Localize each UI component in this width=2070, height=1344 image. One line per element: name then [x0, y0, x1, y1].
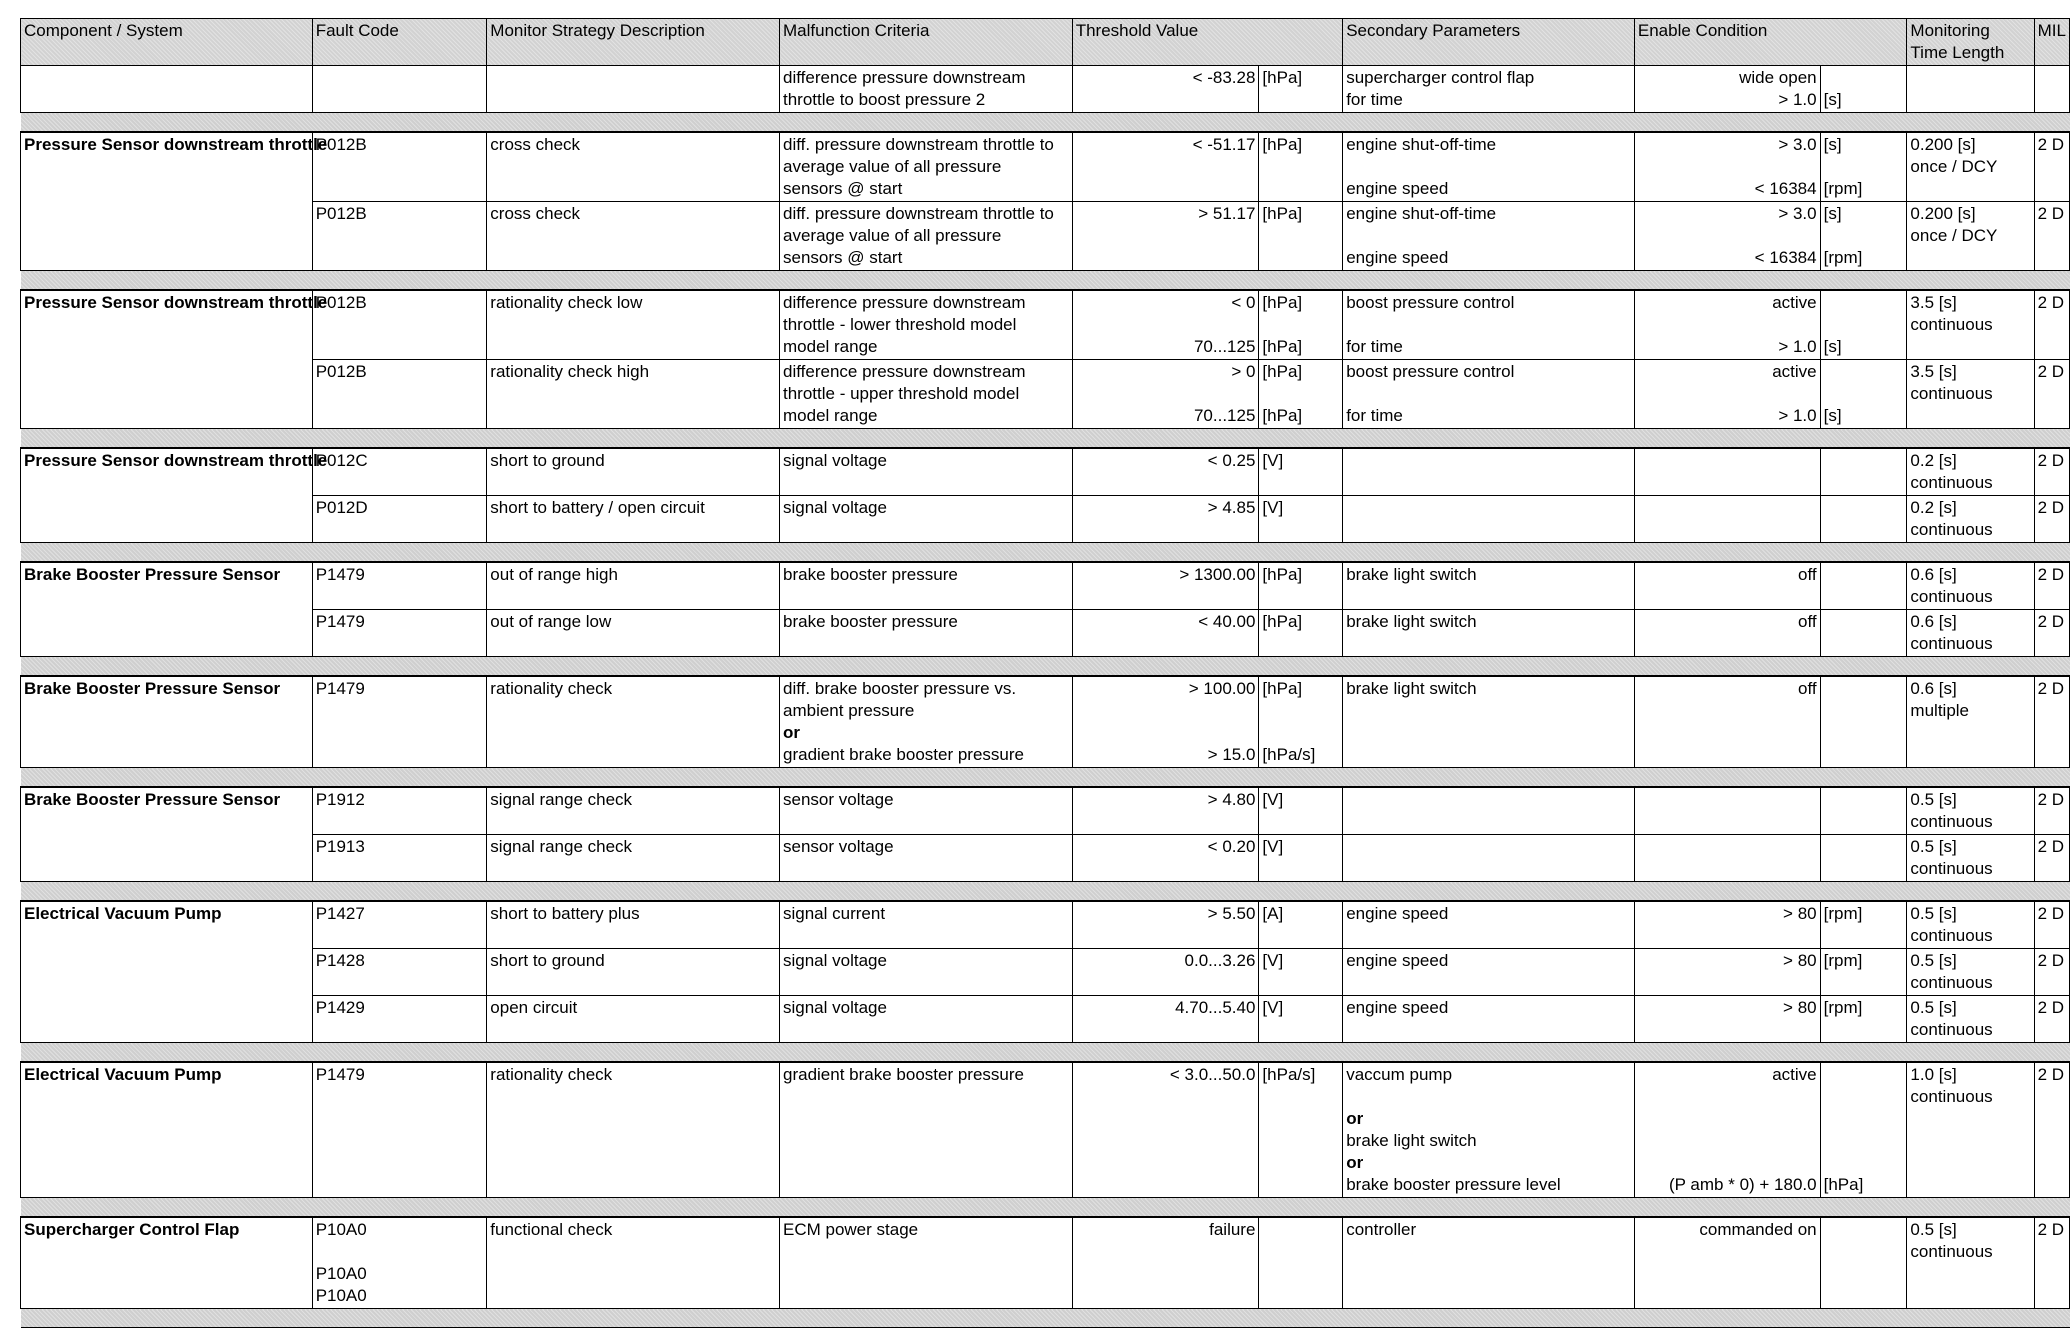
malfunction-criteria: signal current	[780, 901, 1073, 949]
table-row	[21, 360, 2070, 429]
component-name: Supercharger Control Flap	[21, 1217, 313, 1309]
component-name: Brake Booster Pressure Sensor	[21, 562, 313, 657]
mil-illumination: 2 D	[2034, 290, 2069, 360]
threshold-unit: [A]	[1259, 901, 1343, 949]
col-header-monitor: Monitor Strategy Description	[487, 19, 780, 66]
threshold-unit: [hPa] [hPa]	[1259, 360, 1343, 429]
malfunction-criteria: ECM power stage	[780, 1217, 1073, 1309]
table-row	[21, 290, 2070, 360]
mil-illumination: 2 D	[2034, 132, 2069, 202]
malfunction-criteria: signal voltage	[780, 448, 1073, 496]
monitoring-time: 0.5 [s] continuous	[1907, 901, 2034, 949]
diagnostic-table-page	[20, 18, 2070, 1328]
table-row	[21, 202, 2070, 271]
monitor-strategy: signal range check	[487, 787, 780, 835]
table-row	[21, 562, 2070, 610]
monitor-strategy: cross check	[487, 202, 780, 271]
fault-code: P012D	[312, 496, 487, 543]
enable-unit: [hPa]	[1820, 1062, 1907, 1198]
threshold-value: > 4.80	[1072, 787, 1259, 835]
component-name: Brake Booster Pressure Sensor	[21, 787, 313, 882]
monitor-strategy: short to battery / open circuit	[487, 496, 780, 543]
group-separator	[21, 657, 2070, 677]
monitoring-time: 0.6 [s] continuous	[1907, 610, 2034, 657]
threshold-value: < 0.20	[1072, 835, 1259, 882]
threshold-unit: [hPa]	[1259, 202, 1343, 271]
secondary-parameters: brake light switch	[1343, 676, 1635, 768]
col-header-malfunction: Malfunction Criteria	[780, 19, 1073, 66]
monitoring-time: 1.0 [s] continuous	[1907, 1062, 2034, 1198]
monitoring-time: 3.5 [s] continuous	[1907, 290, 2034, 360]
component-name: Electrical Vacuum Pump	[21, 1062, 313, 1198]
threshold-unit: [hPa/s]	[1259, 1062, 1343, 1198]
fault-code: P012B	[312, 290, 487, 360]
table-row	[21, 1217, 2070, 1309]
col-header-time-1: Monitoring	[1910, 21, 1990, 40]
enable-condition: wide open > 1.0	[1634, 66, 1820, 113]
col-header-time	[1907, 19, 2034, 66]
malfunction-criteria: diff. pressure downstream throttle to average value of all pressure sensors @ start	[780, 202, 1073, 271]
col-header-enable: Enable Condition	[1634, 19, 1907, 66]
secondary-parameters: boost pressure control for time	[1343, 360, 1635, 429]
mil-illumination: 2 D	[2034, 448, 2069, 496]
threshold-value: > 1300.00	[1072, 562, 1259, 610]
monitor-strategy: rationality check low	[487, 290, 780, 360]
malfunction-criteria: diff. brake booster pressure vs. ambient pressure or gradient brake booster pressure	[780, 676, 1073, 768]
monitoring-time: 0.5 [s] continuous	[1907, 996, 2034, 1043]
component-name: Brake Booster Pressure Sensor	[21, 676, 313, 768]
secondary-parameters: boost pressure control for time	[1343, 290, 1635, 360]
enable-unit: [s] [rpm]	[1820, 202, 1907, 271]
group-separator	[21, 1309, 2070, 1328]
component-name: Electrical Vacuum Pump	[21, 901, 313, 1043]
threshold-unit: [hPa] [hPa]	[1259, 290, 1343, 360]
table-row	[21, 996, 2070, 1043]
mil-illumination: 2 D	[2034, 901, 2069, 949]
malfunction-criteria: brake booster pressure	[780, 562, 1073, 610]
threshold-value: 4.70...5.40	[1072, 996, 1259, 1043]
enable-condition: > 80	[1634, 901, 1820, 949]
mil-illumination: 2 D	[2034, 610, 2069, 657]
malfunction-criteria: difference pressure downstream throttle - lower threshold model model range	[780, 290, 1073, 360]
threshold-value: 0.0...3.26	[1072, 949, 1259, 996]
mil-illumination: 2 D	[2034, 1062, 2069, 1198]
enable-unit: [s]	[1820, 360, 1907, 429]
monitoring-time: 0.200 [s] once / DCY	[1907, 202, 2034, 271]
monitor-strategy: short to ground	[487, 949, 780, 996]
secondary-parameters: brake light switch	[1343, 610, 1635, 657]
monitoring-time: 0.5 [s] continuous	[1907, 949, 2034, 996]
enable-condition: > 80	[1634, 949, 1820, 996]
malfunction-criteria: gradient brake booster pressure	[780, 1062, 1073, 1198]
group-separator	[21, 1198, 2070, 1218]
mil-illumination: 2 D	[2034, 496, 2069, 543]
enable-unit: [s]	[1820, 66, 1907, 113]
table-row	[21, 787, 2070, 835]
monitoring-time: 0.6 [s] continuous	[1907, 562, 2034, 610]
monitor-strategy: open circuit	[487, 996, 780, 1043]
monitor-strategy: short to ground	[487, 448, 780, 496]
fault-code: P012B	[312, 202, 487, 271]
enable-unit: [s] [rpm]	[1820, 132, 1907, 202]
col-header-fault-code: Fault Code	[312, 19, 487, 66]
threshold-value: > 100.00 > 15.0	[1072, 676, 1259, 768]
mil-illumination: 2 D	[2034, 676, 2069, 768]
malfunction-criteria: difference pressure downstream throttle - upper threshold model model range	[780, 360, 1073, 429]
enable-condition: off	[1634, 610, 1820, 657]
group-separator	[21, 882, 2070, 902]
threshold-value: > 0 70...125	[1072, 360, 1259, 429]
fault-code: P1913	[312, 835, 487, 882]
malfunction-criteria: sensor voltage	[780, 787, 1073, 835]
fault-code: P012C	[312, 448, 487, 496]
fault-code: P10A0 P10A0 P10A0	[312, 1217, 487, 1309]
threshold-value: < 3.0...50.0	[1072, 1062, 1259, 1198]
table-row	[21, 901, 2070, 949]
monitor-strategy: out of range low	[487, 610, 780, 657]
mil-illumination: 2 D	[2034, 949, 2069, 996]
enable-condition: active > 1.0	[1634, 360, 1820, 429]
monitor-strategy: signal range check	[487, 835, 780, 882]
threshold-unit: [V]	[1259, 949, 1343, 996]
monitor-strategy: rationality check	[487, 1062, 780, 1198]
mil-illumination: 2 D	[2034, 360, 2069, 429]
secondary-parameters: engine speed	[1343, 901, 1635, 949]
monitor-strategy: short to battery plus	[487, 901, 780, 949]
component-name: Pressure Sensor downstream throttle	[21, 448, 313, 543]
group-separator	[21, 768, 2070, 788]
threshold-unit: [V]	[1259, 996, 1343, 1043]
col-header-threshold: Threshold Value	[1072, 19, 1343, 66]
table-row	[21, 676, 2070, 768]
enable-condition: active (P amb * 0) + 180.0	[1634, 1062, 1820, 1198]
threshold-unit: [hPa]	[1259, 66, 1343, 113]
fault-code: P012B	[312, 132, 487, 202]
threshold-unit: [hPa] [hPa/s]	[1259, 676, 1343, 768]
threshold-value: < 0.25	[1072, 448, 1259, 496]
secondary-parameters: engine speed	[1343, 949, 1635, 996]
malfunction-criteria: signal voltage	[780, 949, 1073, 996]
threshold-value: > 4.85	[1072, 496, 1259, 543]
group-separator	[21, 271, 2070, 291]
fault-code: P1479	[312, 1062, 487, 1198]
component-name: Pressure Sensor downstream throttle	[21, 290, 313, 429]
component-name: Pressure Sensor downstream throttle	[21, 132, 313, 271]
table-row	[21, 448, 2070, 496]
secondary-parameters: supercharger control flap for time	[1343, 66, 1635, 113]
enable-unit: [s]	[1820, 290, 1907, 360]
enable-unit: [rpm]	[1820, 996, 1907, 1043]
threshold-unit: [V]	[1259, 448, 1343, 496]
monitoring-time: 0.5 [s] continuous	[1907, 1217, 2034, 1309]
enable-condition: commanded on	[1634, 1217, 1820, 1309]
monitoring-time: 3.5 [s] continuous	[1907, 360, 2034, 429]
table-row	[21, 1062, 2070, 1198]
header-row	[21, 19, 2070, 66]
monitoring-time: 0.5 [s] continuous	[1907, 787, 2034, 835]
enable-condition: > 3.0 < 16384	[1634, 132, 1820, 202]
fault-code: P012B	[312, 360, 487, 429]
monitor-strategy: cross check	[487, 132, 780, 202]
threshold-value: > 51.17	[1072, 202, 1259, 271]
fault-code: P1427	[312, 901, 487, 949]
enable-unit: [rpm]	[1820, 949, 1907, 996]
threshold-value: < -83.28	[1072, 66, 1259, 113]
threshold-value: > 5.50	[1072, 901, 1259, 949]
group-separator	[21, 1043, 2070, 1063]
monitor-strategy: functional check	[487, 1217, 780, 1309]
col-header-time-2: Time Length	[1910, 43, 2005, 62]
fault-code: P1428	[312, 949, 487, 996]
threshold-unit: [hPa]	[1259, 610, 1343, 657]
fault-code: P1479	[312, 676, 487, 768]
fault-code: P1479	[312, 562, 487, 610]
secondary-parameters: brake light switch	[1343, 562, 1635, 610]
secondary-parameters: controller	[1343, 1217, 1635, 1309]
enable-condition: active > 1.0	[1634, 290, 1820, 360]
fault-code: P1479	[312, 610, 487, 657]
threshold-unit: [hPa]	[1259, 562, 1343, 610]
threshold-unit: [V]	[1259, 835, 1343, 882]
mil-illumination: 2 D	[2034, 202, 2069, 271]
threshold-value: < -51.17	[1072, 132, 1259, 202]
enable-unit: [rpm]	[1820, 901, 1907, 949]
monitoring-time: 0.200 [s] once / DCY	[1907, 132, 2034, 202]
monitoring-time: 0.2 [s] continuous	[1907, 496, 2034, 543]
group-separator	[21, 543, 2070, 563]
table-row	[21, 132, 2070, 202]
threshold-unit: [V]	[1259, 787, 1343, 835]
table-row	[21, 496, 2070, 543]
secondary-parameters: engine speed	[1343, 996, 1635, 1043]
monitoring-time: 0.5 [s] continuous	[1907, 835, 2034, 882]
group-separator	[21, 429, 2070, 449]
secondary-parameters: vaccum pump or brake light switch or brake booster pressure level	[1343, 1062, 1635, 1198]
col-header-mil: MIL	[2034, 19, 2069, 66]
secondary-parameters: engine shut-off-time engine speed	[1343, 202, 1635, 271]
mil-illumination: 2 D	[2034, 562, 2069, 610]
monitor-strategy: rationality check high	[487, 360, 780, 429]
secondary-parameters: engine shut-off-time engine speed	[1343, 132, 1635, 202]
threshold-unit: [V]	[1259, 496, 1343, 543]
monitor-strategy: out of range high	[487, 562, 780, 610]
table-row	[21, 835, 2070, 882]
enable-condition: > 3.0 < 16384	[1634, 202, 1820, 271]
enable-condition: > 80	[1634, 996, 1820, 1043]
malfunction-criteria: difference pressure downstream throttle to boost pressure 2	[780, 66, 1073, 113]
malfunction-criteria: signal voltage	[780, 496, 1073, 543]
mil-illumination: 2 D	[2034, 787, 2069, 835]
enable-condition: off	[1634, 676, 1820, 768]
malfunction-criteria: diff. pressure downstream throttle to average value of all pressure sensors @ start	[780, 132, 1073, 202]
fault-code: P1429	[312, 996, 487, 1043]
mil-illumination: 2 D	[2034, 1217, 2069, 1309]
threshold-value: failure	[1072, 1217, 1259, 1309]
col-header-secondary: Secondary Parameters	[1343, 19, 1635, 66]
threshold-value: < 40.00	[1072, 610, 1259, 657]
group-separator	[21, 113, 2070, 133]
malfunction-criteria: signal voltage	[780, 996, 1073, 1043]
malfunction-criteria: sensor voltage	[780, 835, 1073, 882]
enable-condition: off	[1634, 562, 1820, 610]
col-header-component: Component / System	[21, 19, 313, 66]
table-row	[21, 949, 2070, 996]
malfunction-criteria: brake booster pressure	[780, 610, 1073, 657]
monitor-table	[20, 18, 2070, 1328]
table-row	[21, 610, 2070, 657]
mil-illumination: 2 D	[2034, 835, 2069, 882]
fault-code: P1912	[312, 787, 487, 835]
threshold-value: < 0 70...125	[1072, 290, 1259, 360]
monitoring-time: 0.6 [s] multiple	[1907, 676, 2034, 768]
mil-illumination: 2 D	[2034, 996, 2069, 1043]
monitor-strategy: rationality check	[487, 676, 780, 768]
table-row	[21, 66, 2070, 113]
threshold-unit: [hPa]	[1259, 132, 1343, 202]
monitoring-time: 0.2 [s] continuous	[1907, 448, 2034, 496]
